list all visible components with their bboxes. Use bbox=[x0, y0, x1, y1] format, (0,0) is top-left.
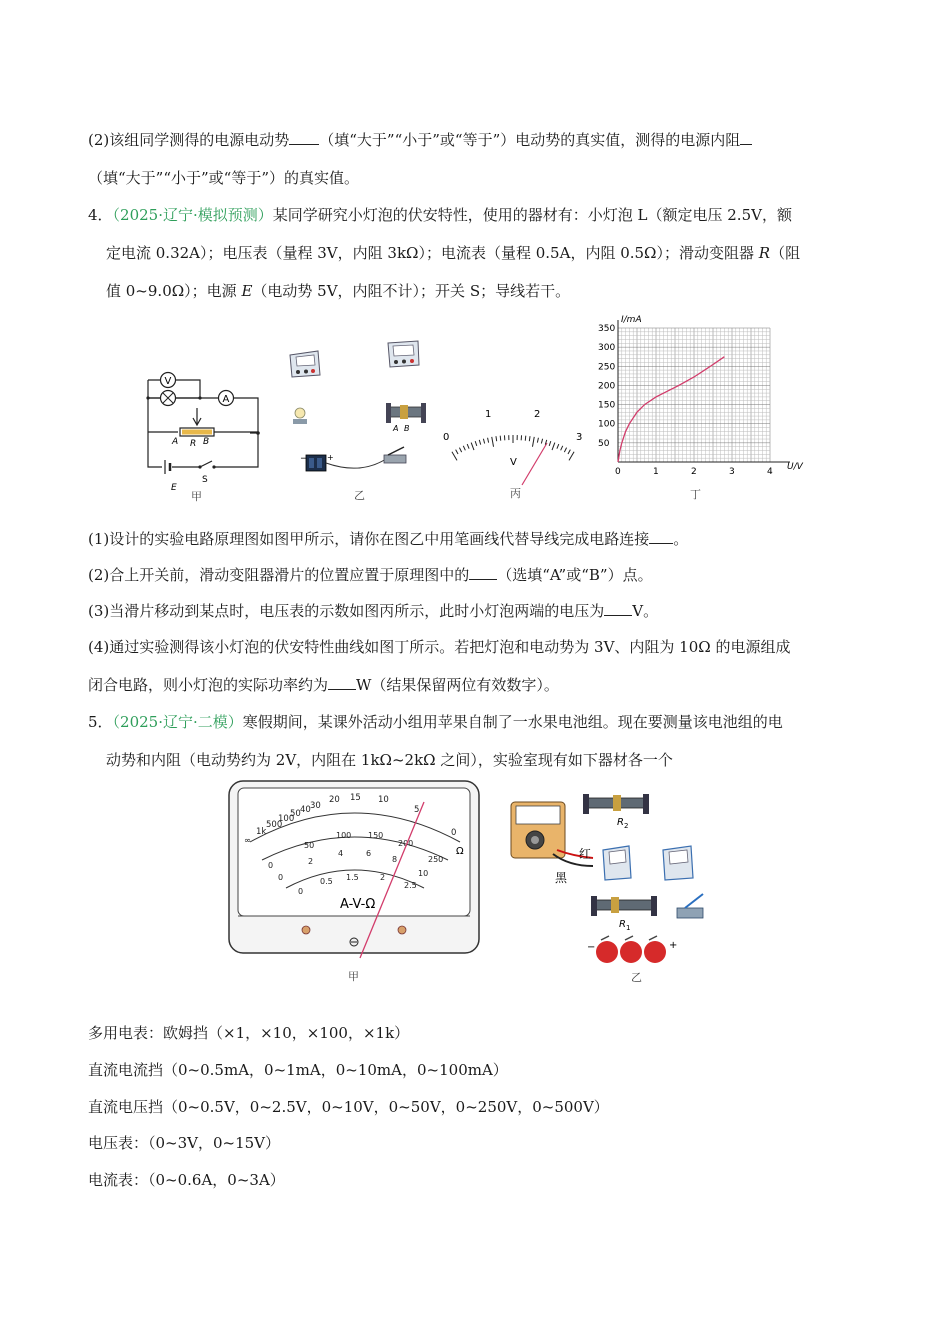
q3-text-a: (2)该组同学测得的电源电动势 bbox=[88, 131, 290, 149]
q4-stem-1: 某同学研究小灯泡的伏安特性，使用的器材有：小灯泡 L（额定电压 2.5V，额 bbox=[272, 206, 792, 224]
apparatus-diagram-yi-q5 bbox=[505, 790, 730, 985]
y-axis-label: I/mA bbox=[621, 315, 642, 325]
multimeter-device bbox=[511, 802, 565, 858]
rheostat-B-label: B bbox=[404, 424, 410, 433]
q3-line-2 bbox=[88, 168, 359, 188]
answer-blank[interactable] bbox=[328, 675, 356, 690]
voltmeter-dial-bing bbox=[438, 405, 588, 505]
adjust-screw-right[interactable] bbox=[398, 926, 406, 934]
figure-caption-yi: 乙 bbox=[631, 971, 642, 984]
figure-caption-ding: 丁 bbox=[690, 488, 701, 501]
svg-text:1: 1 bbox=[626, 924, 631, 932]
dial-tick bbox=[452, 452, 457, 461]
svg-text:200: 200 bbox=[398, 839, 414, 848]
q4-line-1 bbox=[88, 205, 792, 225]
svg-text:0: 0 bbox=[298, 887, 304, 896]
svg-text:0: 0 bbox=[451, 828, 457, 838]
q3-text-b: （填“大于”“小于”或“等于”）电动势的真实值，测得的电源内阻 bbox=[319, 131, 741, 149]
q4-line-3 bbox=[106, 281, 570, 301]
dial-tick bbox=[492, 437, 494, 447]
q4-sub4-text: (4)通过实验测得该小灯泡的伏安特性曲线如图丁所示。若把灯泡和电动势为 3V、内阻为 10Ω 的电源组成 bbox=[88, 638, 791, 656]
q4-stem-3a: 值 0~9.0Ω）；电源 bbox=[106, 282, 242, 300]
q4-sub1-text: (1)设计的实验电路原理图如图甲所示，请你在图乙中用笔画线代替导线完成电路连接 bbox=[88, 530, 650, 548]
rheostat-R1 bbox=[591, 896, 657, 932]
symbol-R: R bbox=[758, 244, 771, 262]
switch-device bbox=[677, 894, 703, 918]
x-tick-label: 0 bbox=[615, 467, 621, 477]
svg-text:10: 10 bbox=[378, 795, 389, 805]
ammeter-device bbox=[663, 846, 693, 880]
q4-sub-4-cont: 闭合电路，则小灯泡的实际功率约为 W（结果保留两位有效数字）。 bbox=[88, 676, 559, 694]
question-number: 5． bbox=[88, 713, 113, 731]
svg-text:500: 500 bbox=[266, 820, 283, 830]
q4-stem-2a: 定电流 0.32A）；电压表（量程 3V，内阻 3kΩ）；电流表（量程 0.5A，内阻 0.5Ω）；滑动变阻器 bbox=[106, 244, 759, 262]
x-tick-label: 4 bbox=[767, 467, 773, 477]
dial-tick bbox=[479, 440, 480, 445]
equipment-multimeter: 多用电表：欧姆挡（×1，×10，×100，×1k） bbox=[88, 1024, 410, 1042]
symbol-E: E bbox=[241, 282, 253, 300]
svg-text:50: 50 bbox=[290, 809, 301, 819]
svg-text:1.5: 1.5 bbox=[346, 873, 359, 882]
svg-text:2: 2 bbox=[380, 873, 386, 882]
y-tick-label: 50 bbox=[598, 438, 610, 449]
dial-tick bbox=[552, 443, 555, 450]
dial-tick bbox=[569, 452, 574, 461]
svg-text:250: 250 bbox=[428, 855, 444, 864]
dial-tick bbox=[496, 436, 497, 441]
svg-text:100: 100 bbox=[278, 814, 295, 824]
figure-caption-jia: 甲 bbox=[348, 970, 359, 983]
ammeter-label: A bbox=[222, 394, 230, 405]
svg-text:+: + bbox=[327, 453, 334, 462]
q3-line-1 bbox=[88, 130, 752, 150]
svg-text:2.5: 2.5 bbox=[404, 881, 417, 890]
battery-device bbox=[300, 453, 334, 471]
dial-tick bbox=[532, 437, 534, 447]
y-tick-label: 150 bbox=[598, 400, 616, 411]
equipment-ammeter: 电流表：（0~0.6A，0~3A） bbox=[88, 1171, 285, 1189]
svg-text:100: 100 bbox=[336, 831, 352, 840]
adjust-screw-left[interactable] bbox=[302, 926, 310, 934]
dial-tick bbox=[475, 441, 477, 446]
dial-tick bbox=[537, 438, 538, 443]
dial-tick bbox=[471, 443, 474, 450]
answer-blank[interactable] bbox=[740, 130, 752, 145]
y-tick-label: 350 bbox=[598, 324, 616, 334]
equipment-voltmeter: 电压表：（0~3V，0~15V） bbox=[88, 1134, 281, 1152]
x-axis-label: U/V bbox=[787, 462, 803, 472]
q3-text-c: （填“大于”“小于”或“等于”）的真实值。 bbox=[88, 169, 360, 187]
voltmeter-device bbox=[603, 846, 631, 880]
question-number: 4． bbox=[88, 206, 113, 224]
dial-tick-label: 0 bbox=[443, 432, 450, 443]
svg-text:1k: 1k bbox=[256, 827, 267, 837]
point-B-label: B bbox=[203, 437, 210, 447]
voltmeter-device bbox=[290, 351, 320, 377]
bulb-device bbox=[293, 408, 307, 424]
x-tick-label: 3 bbox=[729, 467, 735, 477]
q5-stem-2: 动势和内阻（电动势约为 2V，内阻在 1kΩ~2kΩ 之间），实验室现有如下器材各一个 bbox=[106, 751, 673, 769]
multimeter-face-jia bbox=[228, 780, 480, 985]
svg-text:50: 50 bbox=[304, 841, 315, 850]
multimeter-brand-text: A-V-Ω bbox=[340, 897, 376, 912]
q4-sub-3: (3)当滑片移动到某点时，电压表的示数如图丙所示，此时小灯泡两端的电压为 V。 bbox=[88, 602, 659, 620]
q4-sub3-text: (3)当滑片移动到某点时，电压表的示数如图丙所示，此时小灯泡两端的电压为 bbox=[88, 602, 605, 620]
answer-blank[interactable] bbox=[604, 601, 632, 616]
red-probe-label: 红 bbox=[579, 847, 592, 861]
dial-tick-label: 1 bbox=[485, 409, 492, 420]
svg-text:0: 0 bbox=[278, 873, 284, 882]
dial-needle bbox=[522, 443, 547, 485]
svg-text:15: 15 bbox=[350, 793, 361, 803]
dial-tick bbox=[525, 436, 526, 441]
svg-text:∞: ∞ bbox=[244, 836, 252, 846]
svg-text:8: 8 bbox=[392, 855, 398, 864]
iu-curve-chart-ding bbox=[590, 312, 815, 504]
dial-tick bbox=[541, 439, 542, 444]
dial-tick bbox=[564, 448, 566, 452]
svg-text:R: R bbox=[617, 817, 624, 828]
svg-text:40: 40 bbox=[300, 805, 311, 815]
apple-battery bbox=[587, 936, 677, 963]
rheostat-A-label: A bbox=[393, 424, 399, 433]
circuit-diagram-jia bbox=[140, 360, 265, 505]
rheostat-R2 bbox=[583, 794, 649, 830]
ammeter-device bbox=[388, 341, 419, 367]
y-tick-label: 300 bbox=[598, 343, 616, 354]
answer-blank[interactable] bbox=[469, 565, 497, 580]
dial-tick bbox=[463, 446, 465, 451]
battery-label: E bbox=[171, 483, 177, 493]
apparatus-diagram-yi bbox=[280, 335, 430, 505]
y-tick-label: 200 bbox=[598, 381, 616, 392]
figure-caption-bing: 丙 bbox=[510, 487, 521, 500]
dial-tick bbox=[456, 450, 458, 454]
dial-tick bbox=[529, 436, 530, 441]
dial-tick bbox=[459, 448, 461, 452]
chart-grid bbox=[618, 328, 770, 462]
dial-tick bbox=[549, 441, 551, 446]
switch-label: S bbox=[202, 475, 208, 485]
point-A-label: A bbox=[172, 437, 179, 447]
svg-text:0.5: 0.5 bbox=[320, 877, 333, 886]
dial-tick bbox=[467, 444, 469, 449]
question-source: （2025·辽宁·二模） bbox=[112, 713, 243, 731]
svg-text:−: − bbox=[587, 942, 596, 953]
y-tick-label: 250 bbox=[598, 362, 616, 373]
x-tick-label: 2 bbox=[691, 467, 697, 477]
svg-text:6: 6 bbox=[366, 849, 372, 858]
q4-stem-3b: （电动势 5V，内阻不计）；开关 S；导线若干。 bbox=[252, 282, 571, 300]
svg-text:150: 150 bbox=[368, 831, 384, 840]
dial-unit-label: V bbox=[510, 457, 517, 468]
answer-blank[interactable] bbox=[289, 130, 319, 145]
equipment-dc-current: 直流电流挡（0~0.5mA，0~1mA，0~10mA，0~100mA） bbox=[88, 1061, 508, 1079]
svg-text:5: 5 bbox=[414, 805, 420, 815]
q4-sub-2: (2)合上开关前，滑动变阻器滑片的位置应置于原理图中的 （选填“A”或“B”）点。 bbox=[88, 566, 653, 584]
q4-line-2 bbox=[106, 243, 800, 263]
q4-stem-2b: （阻 bbox=[770, 244, 801, 262]
svg-text:R: R bbox=[619, 919, 626, 930]
equipment-dc-voltage: 直流电压挡（0~0.5V，0~2.5V，0~10V，0~50V，0~250V，0~500V） bbox=[88, 1098, 609, 1116]
dial-tick bbox=[568, 450, 570, 454]
svg-text:Ω: Ω bbox=[456, 846, 464, 857]
svg-text:10: 10 bbox=[418, 869, 429, 878]
x-tick-label: 1 bbox=[653, 467, 659, 477]
y-tick-label: 100 bbox=[598, 419, 616, 430]
q5-stem-1: 寒假期间，某课外活动小组用苹果自制了一水果电池组。现在要测量该电池组的电 bbox=[242, 713, 783, 731]
voltmeter-label: V bbox=[164, 376, 172, 387]
svg-text:30: 30 bbox=[310, 801, 321, 811]
svg-text:2: 2 bbox=[624, 822, 629, 830]
svg-text:+: + bbox=[669, 940, 678, 951]
figure-caption-yi: 乙 bbox=[354, 489, 365, 502]
dial-tick bbox=[488, 438, 489, 443]
dial-tick bbox=[483, 439, 484, 444]
svg-text:0: 0 bbox=[268, 861, 274, 870]
q4-sub-1: (1)设计的实验电路原理图如图甲所示，请你在图乙中用笔画线代替导线完成电路连接 。 bbox=[88, 530, 689, 548]
dial-tick bbox=[561, 446, 563, 451]
rheostat-label: R bbox=[190, 439, 197, 449]
q5-line-2 bbox=[106, 750, 673, 770]
q4-sub-4 bbox=[88, 637, 790, 657]
answer-blank[interactable] bbox=[649, 529, 673, 544]
svg-text:20: 20 bbox=[329, 795, 340, 805]
question-source: （2025·辽宁·模拟预测） bbox=[112, 206, 273, 224]
figure-caption-jia: 甲 bbox=[191, 490, 202, 503]
dial-tick-label: 3 bbox=[576, 432, 583, 443]
q4-sub2-text: (2)合上开关前，滑动变阻器滑片的位置应置于原理图中的 bbox=[88, 566, 470, 584]
dial-tick-label: 2 bbox=[534, 409, 541, 420]
svg-text:2: 2 bbox=[308, 857, 314, 866]
dial-tick bbox=[500, 436, 501, 441]
dial-tick bbox=[557, 444, 559, 449]
svg-text:−: − bbox=[300, 454, 308, 464]
black-probe-label: 黑 bbox=[555, 871, 568, 885]
svg-text:4: 4 bbox=[338, 849, 344, 858]
switch-device bbox=[384, 447, 406, 463]
rheostat-device bbox=[386, 403, 426, 433]
q5-line-1 bbox=[88, 712, 783, 732]
